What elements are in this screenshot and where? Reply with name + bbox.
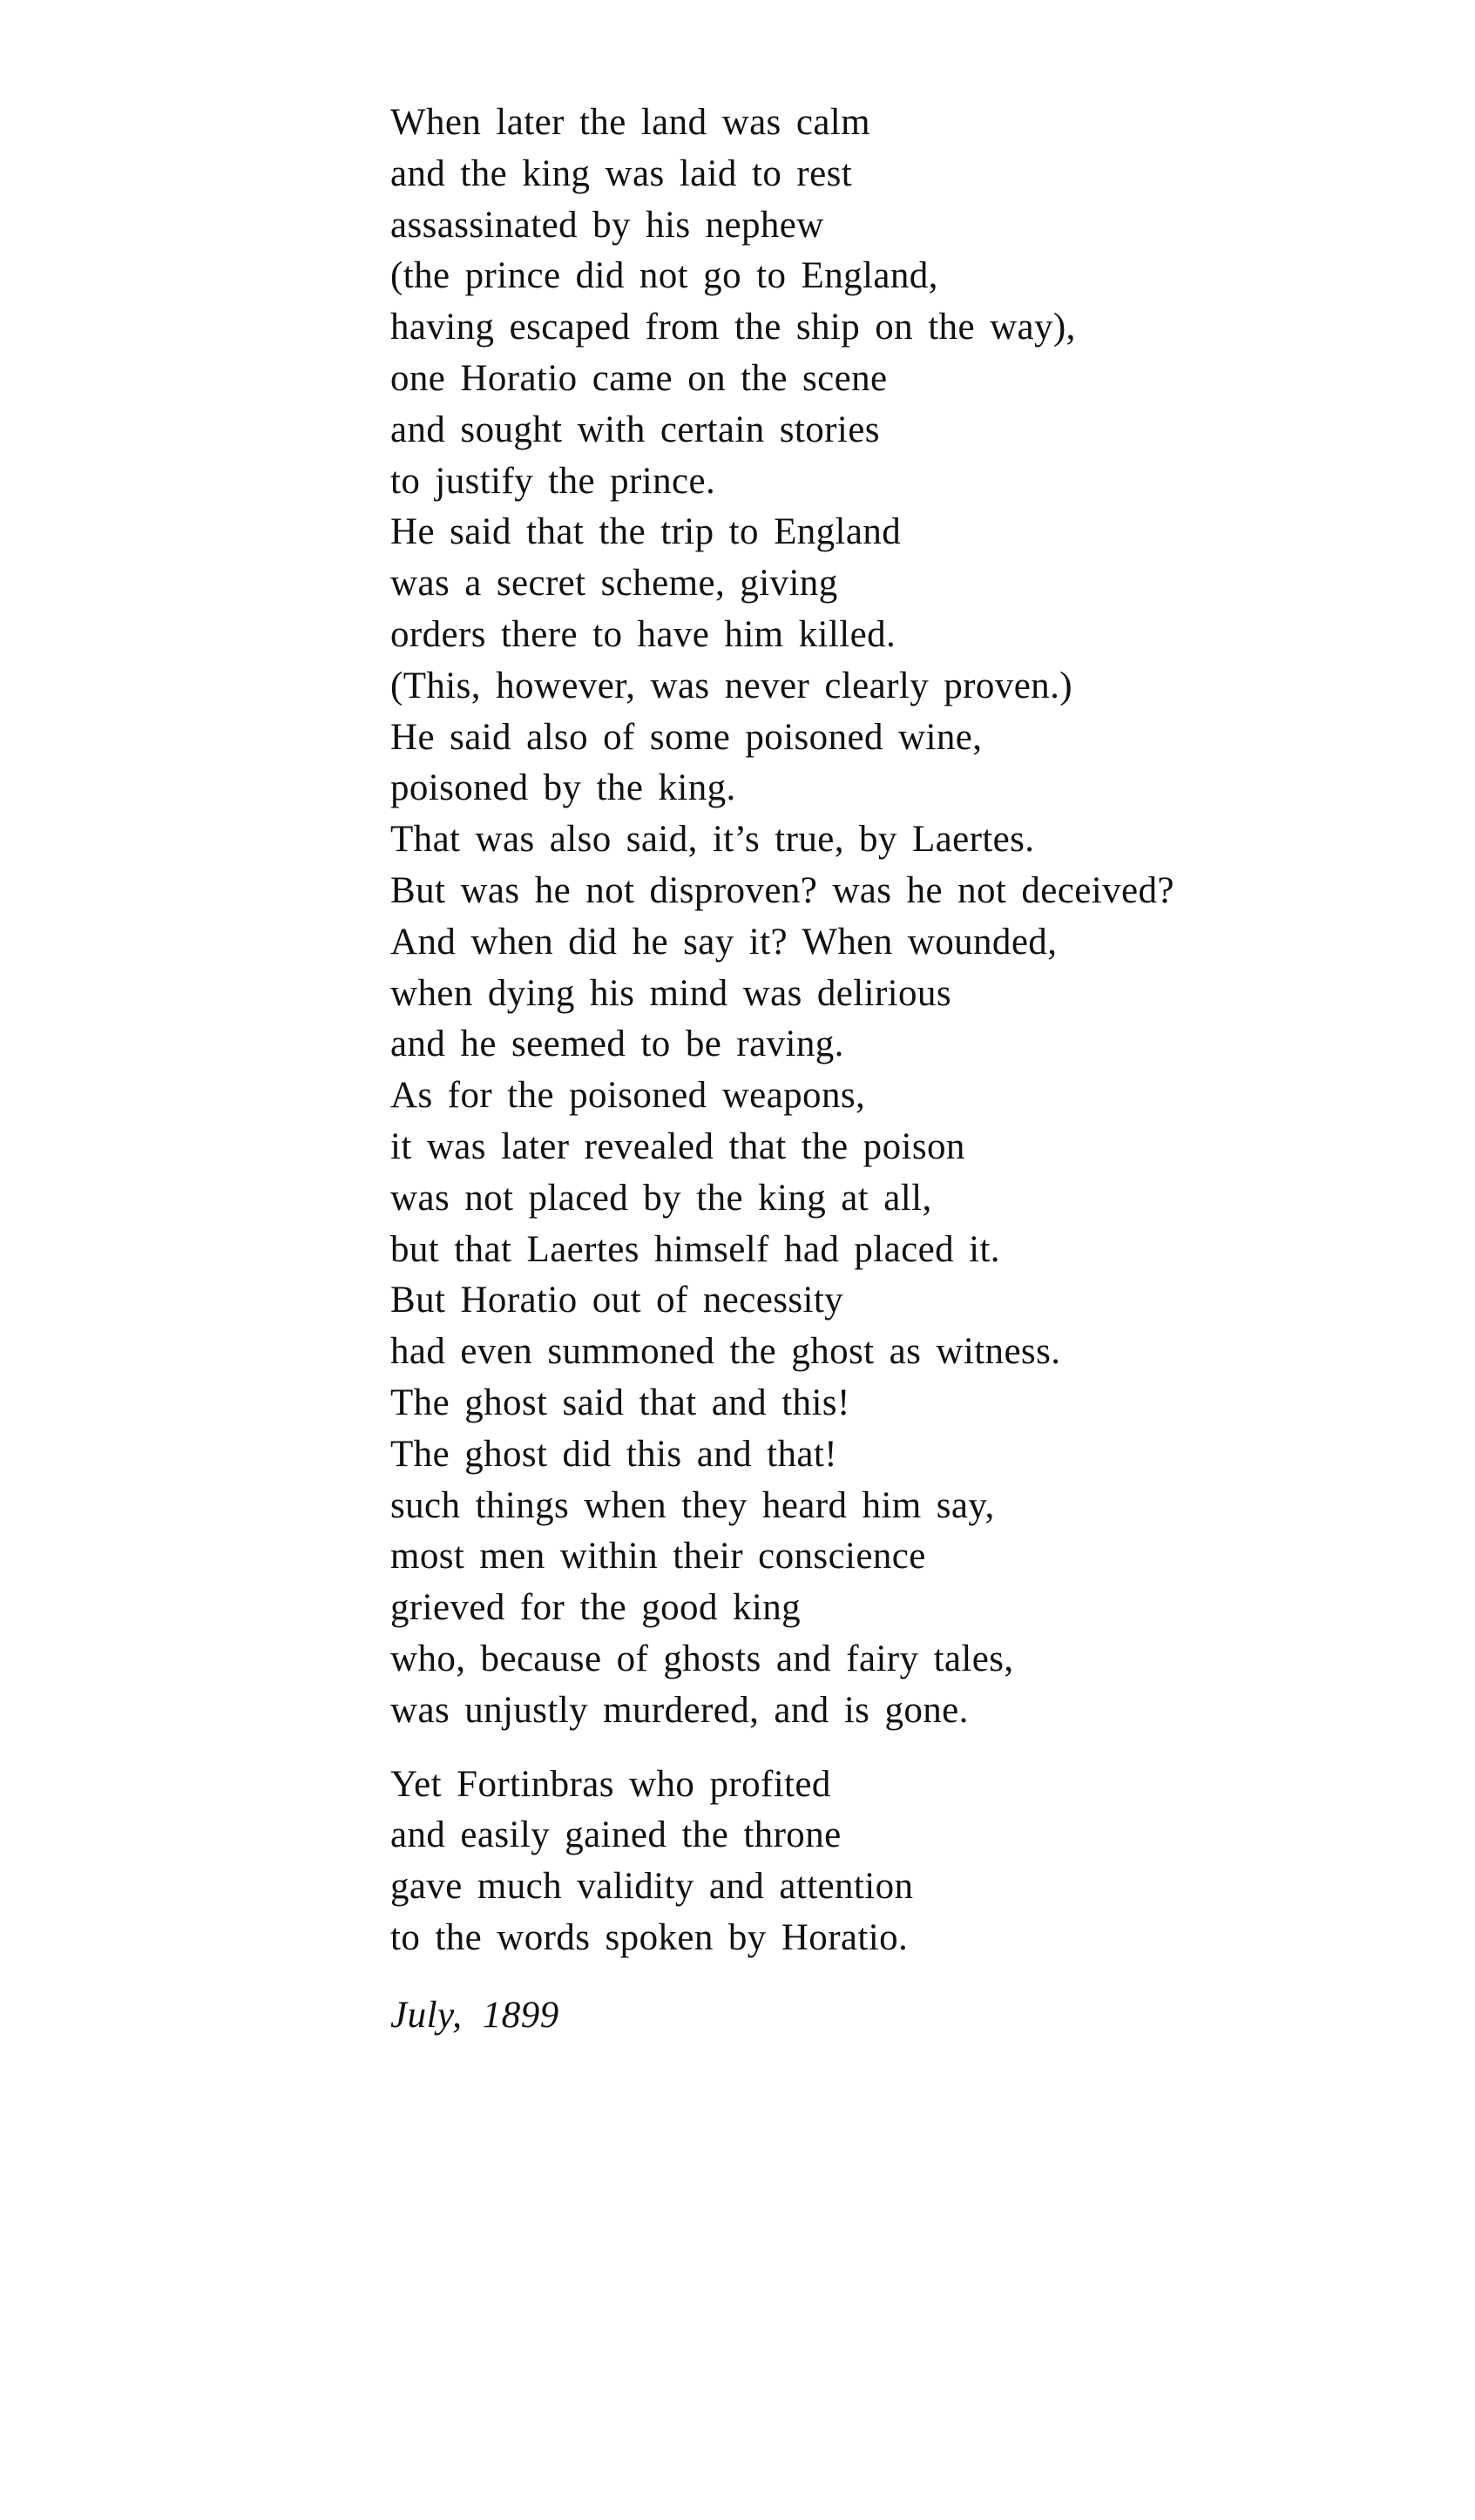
poem-line: (This, however, was never clearly proven.) bbox=[390, 665, 1072, 706]
poem-line: to the words spoken by Horatio. bbox=[390, 1916, 909, 1958]
poem-line: was a secret scheme, giving bbox=[390, 563, 838, 605]
poem-line: most men within their conscience bbox=[390, 1536, 926, 1578]
poem-line: As for the poisoned weapons, bbox=[390, 1075, 866, 1117]
poem-line: But Horatio out of necessity bbox=[390, 1280, 844, 1321]
poem-line: when dying his mind was delirious bbox=[390, 972, 951, 1014]
poem-line: but that Laertes himself had placed it. bbox=[390, 1228, 1000, 1270]
poem-line: He said also of some poisoned wine, bbox=[390, 716, 983, 758]
poem-line: and easily gained the throne bbox=[390, 1814, 842, 1856]
poem-line: who, because of ghosts and fairy tales, bbox=[390, 1638, 1014, 1679]
poem-line: orders there to have him killed. bbox=[390, 613, 897, 655]
poem-line: The ghost did this and that! bbox=[390, 1433, 837, 1475]
poem-line: and sought with certain stories bbox=[390, 409, 880, 450]
poem-line: Yet Fortinbras who profited bbox=[390, 1763, 831, 1805]
stanza-2 bbox=[390, 1760, 1436, 1964]
poem-date: July, 1899 bbox=[390, 1994, 559, 2036]
stanza-1 bbox=[390, 98, 1436, 1737]
poem-line: When later the land was calm bbox=[390, 102, 871, 143]
poem bbox=[390, 98, 1436, 2041]
poem-line: and the king was laid to rest bbox=[390, 152, 853, 194]
poem-line: That was also said, it’s true, by Laertes. bbox=[390, 819, 1035, 861]
poem-line: had even summoned the ghost as witness. bbox=[390, 1331, 1061, 1373]
poem-line: having escaped from the ship on the way), bbox=[390, 307, 1076, 348]
poem-line: assassinated by his nephew bbox=[390, 204, 824, 246]
poem-line: and he seemed to be raving. bbox=[390, 1024, 844, 1065]
poem-line: one Horatio came on the scene bbox=[390, 357, 888, 399]
poem-line: poisoned by the king. bbox=[390, 767, 736, 809]
poem-line: And when did he say it? When wounded, bbox=[390, 921, 1058, 963]
poem-line: (the prince did not go to England, bbox=[390, 255, 938, 297]
poem-line: to justify the prince. bbox=[390, 460, 716, 502]
poem-line: But was he not disproven? was he not deceived? bbox=[390, 869, 1174, 911]
poem-line: He said that the trip to England bbox=[390, 511, 902, 553]
poem-line: it was later revealed that the poison bbox=[390, 1125, 965, 1167]
poem-line: was unjustly murdered, and is gone. bbox=[390, 1689, 969, 1731]
poem-line: grieved for the good king bbox=[390, 1587, 802, 1629]
poem-line: was not placed by the king at all, bbox=[390, 1177, 932, 1219]
poem-line: gave much validity and attention bbox=[390, 1866, 914, 1908]
poem-line: such things when they heard him say, bbox=[390, 1484, 995, 1526]
poem-line: The ghost said that and this! bbox=[390, 1382, 850, 1423]
